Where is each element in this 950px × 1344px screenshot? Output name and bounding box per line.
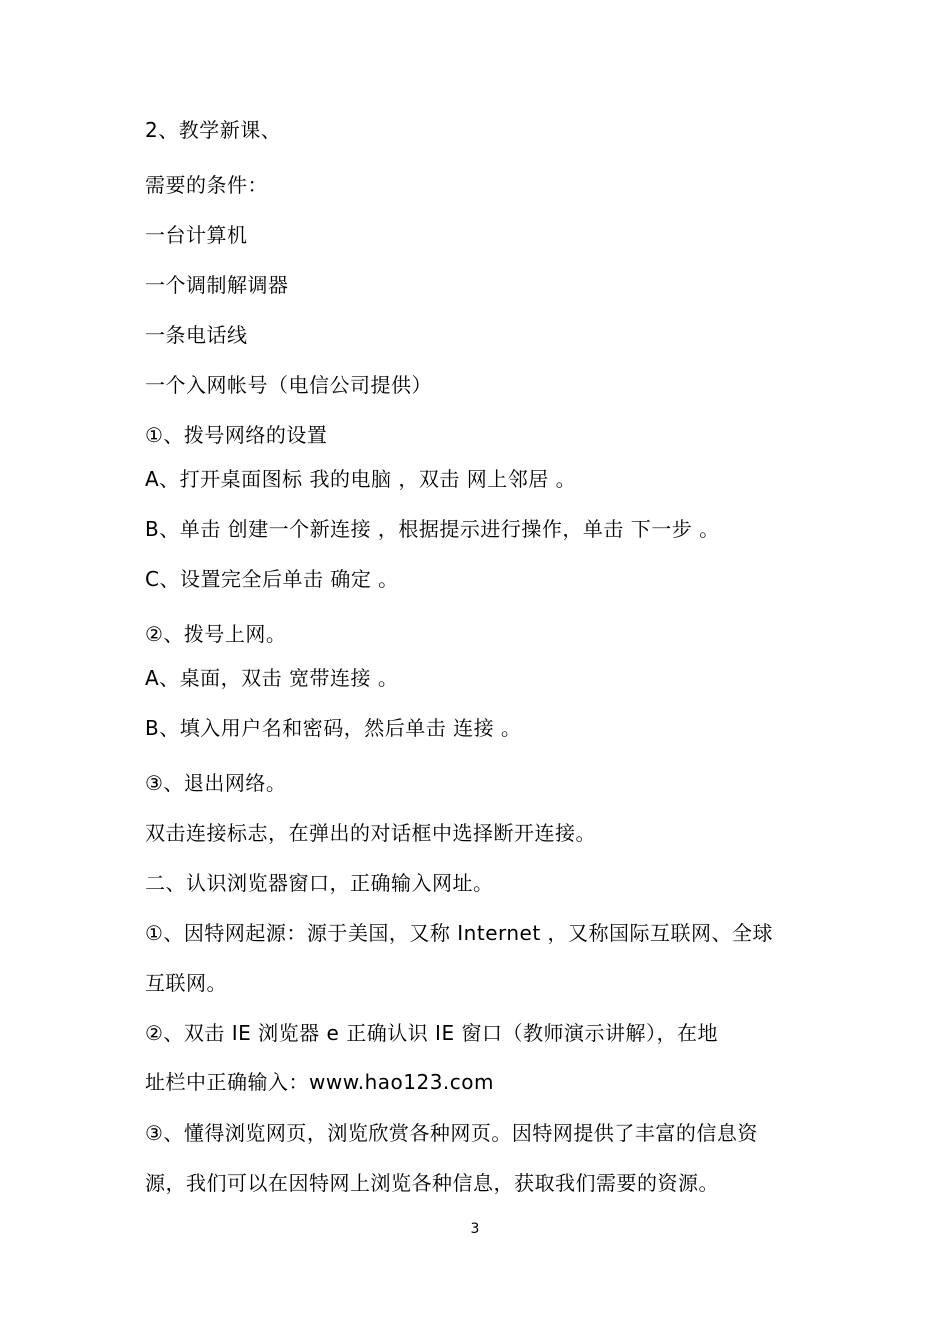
text-line: 需要的条件： xyxy=(145,173,268,197)
text-line: A、打开桌面图标 我的电脑 ，双击 网上邻居 。 xyxy=(145,467,577,491)
text-line: 一条电话线 xyxy=(145,323,248,347)
text-line: C、设置完全后单击 确定 。 xyxy=(145,567,399,591)
text-line: A、桌面，双击 宽带连接 。 xyxy=(145,666,399,690)
text-line: 互联网。 xyxy=(145,971,227,995)
text-line: ①、拨号网络的设置 xyxy=(145,423,328,447)
text-line: B、单击 创建一个新连接 ，根据提示进行操作，单击 下一步 。 xyxy=(145,517,720,541)
text-line: ③、退出网络。 xyxy=(145,771,287,795)
text-line: 一个入网帐号（电信公司提供） xyxy=(145,373,432,397)
text-line: ②、双击 IE 浏览器 e 正确认识 IE 窗口（教师演示讲解），在地 xyxy=(145,1021,718,1045)
text-line: 一个调制解调器 xyxy=(145,273,289,297)
text-line: B、填入用户名和密码，然后单击 连接 。 xyxy=(145,716,522,740)
text-line: 源，我们可以在因特网上浏览各种信息，获取我们需要的资源。 xyxy=(145,1171,719,1195)
text-line: 双击连接标志，在弹出的对话框中选择断开连接。 xyxy=(145,821,596,845)
text-line: ①、因特网起源：源于美国，又称 Internet ，又称国际互联网、全球 xyxy=(145,921,774,945)
text-line: ②、拨号上网。 xyxy=(145,622,287,646)
page-number: 3 xyxy=(470,1221,480,1237)
text-line: 一台计算机 xyxy=(145,223,248,247)
text-line: 址栏中正确输入：www.hao123.com xyxy=(145,1070,495,1094)
text-line: 2、教学新课、 xyxy=(145,118,282,142)
text-line: ③、懂得浏览网页，浏览欣赏各种网页。因特网提供了丰富的信息资 xyxy=(145,1121,758,1145)
text-line: 二、认识浏览器窗口，正确输入网址。 xyxy=(145,871,494,895)
